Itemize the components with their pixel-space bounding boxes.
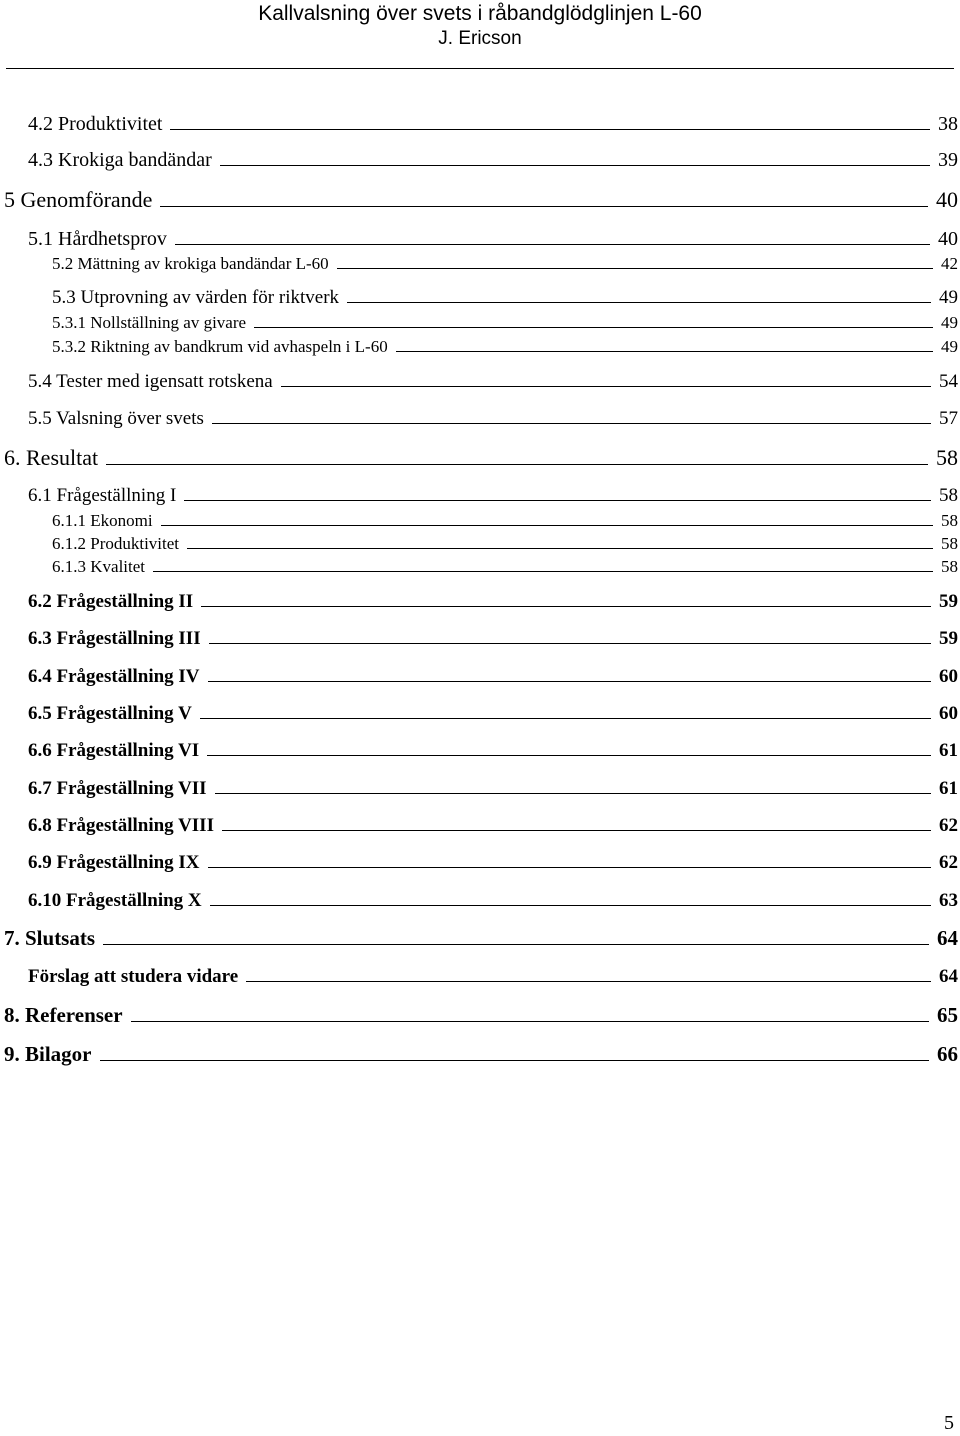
toc-entry[interactable] [52,510,958,531]
toc-entry[interactable] [52,312,958,333]
toc-entry-page: 49 [941,337,958,356]
document-author: J. Ericson [438,28,522,49]
toc-entry[interactable] [28,851,958,874]
toc-entry-title: 6. Resultat [4,445,99,470]
toc-leader-line [161,525,933,526]
toc-entry[interactable] [28,739,958,762]
toc-entry-title: 6.8 Frågeställning VIII [28,815,214,836]
toc-entry-page: 60 [939,703,958,724]
toc-entry-title: 5.1 Hårdhetsprov [28,228,167,250]
toc-entry-page: 60 [939,666,958,687]
toc-entry-title: 9. Bilagor [4,1042,92,1066]
toc-entry-page: 59 [939,591,958,612]
toc-entry[interactable] [28,370,958,393]
toc-entry-page: 63 [939,890,958,911]
page-number: 5 [944,1412,954,1434]
toc-entry-title: 5.2 Mättning av krokiga bandändar L-60 [52,254,329,273]
toc-leader-line [220,165,930,166]
toc-entry[interactable] [28,627,958,650]
document-title: Kallvalsning över svets i råbandglödglinjen L-60 [258,2,702,25]
toc-leader-line [153,571,933,572]
toc-entry-title: 6.2 Frågeställning II [28,591,194,612]
toc-entry-page: 40 [936,187,958,212]
toc-entry-title: Förslag att studera vidare [28,966,239,987]
toc-entry-page: 62 [939,815,958,836]
toc-entry-page: 49 [941,313,958,332]
toc-entry-title: 6.3 Frågeställning III [28,628,201,649]
toc-entry[interactable] [28,814,958,837]
toc-entry[interactable] [4,1003,958,1028]
toc-entry-title: 5.3.2 Riktning av bandkrum vid avhaspeln i L-60 [52,337,388,356]
toc-leader-line [337,268,933,269]
toc-leader-line [184,500,931,501]
toc-entry-page: 38 [938,113,958,135]
toc-entry-title: 6.1 Frågeställning I [28,485,177,506]
toc-entry-page: 59 [939,628,958,649]
toc-entry-title: 6.1.3 Kvalitet [52,557,146,576]
toc-entry-title: 6.6 Frågeställning VI [28,740,200,761]
toc-leader-line [208,681,931,682]
toc-entry[interactable] [28,965,958,988]
toc-entry-title: 4.2 Produktivitet [28,113,163,135]
toc-entry-page: 40 [938,228,958,250]
toc-entry-page: 58 [939,485,958,506]
toc-entry[interactable] [28,407,958,430]
toc-leader-line [131,1021,929,1022]
toc-entry-page: 58 [941,511,958,530]
toc-leader-line [207,755,931,756]
toc-entry[interactable] [52,533,958,554]
toc-entry-title: 5.3 Utprovning av värden för riktverk [52,287,340,308]
toc-leader-line [160,206,928,207]
toc-leader-line [212,423,931,424]
toc-entry-title: 5 Genomförande [4,187,153,212]
toc-entry-page: 64 [937,926,958,950]
toc-entry-page: 57 [939,408,958,429]
toc-entry[interactable] [28,148,958,172]
toc-entry-page: 58 [941,534,958,553]
toc-entry-page: 61 [939,740,958,761]
toc-entry[interactable] [28,112,958,136]
toc-leader-line [200,718,931,719]
toc-entry[interactable] [28,777,958,800]
toc-entry-title: 6.1.2 Produktivitet [52,534,180,553]
toc-leader-line [170,129,930,130]
toc-entry-title: 5.4 Tester med igensatt rotskena [28,371,273,392]
toc-leader-line [100,1060,930,1061]
toc-entry-title: 6.10 Frågeställning X [28,890,202,911]
toc-entry[interactable] [4,926,958,951]
toc-entry[interactable] [28,484,958,507]
toc-entry-page: 58 [941,557,958,576]
toc-entry-title: 7. Slutsats [4,926,96,950]
toc-entry-title: 6.1.1 Ekonomi [52,511,153,530]
toc-entry[interactable] [4,1042,958,1067]
toc-entry[interactable] [52,336,958,357]
toc-leader-line [215,793,931,794]
toc-entry[interactable] [4,445,958,471]
toc-leader-line [246,981,931,982]
toc-entry-page: 39 [938,149,958,171]
toc-entry-title: 6.5 Frågeställning V [28,703,192,724]
toc-entry[interactable] [52,556,958,577]
toc-leader-line [396,351,933,352]
toc-entry-title: 5.3.1 Nollställning av givare [52,313,247,332]
toc-entry-title: 6.4 Frågeställning IV [28,666,200,687]
toc-leader-line [187,548,933,549]
toc-entry-page: 54 [939,371,958,392]
toc-entry[interactable] [28,889,958,912]
toc-leader-line [208,867,931,868]
toc-entry-page: 49 [939,287,958,308]
toc-leader-line [347,302,931,303]
toc-entry-page: 61 [939,778,958,799]
toc-leader-line [210,905,931,906]
toc-leader-line [201,606,931,607]
toc-entry-title: 5.5 Valsning över svets [28,408,204,429]
toc-entry[interactable] [52,286,958,309]
toc-entry[interactable] [28,702,958,725]
toc-leader-line [222,830,931,831]
toc-entry-page: 66 [937,1042,958,1066]
toc-entry-page: 62 [939,852,958,873]
toc-leader-line [106,464,928,465]
toc-entry[interactable] [4,187,958,213]
toc-leader-line [103,944,929,945]
toc-leader-line [209,643,931,644]
toc-entry-title: 8. Referenser [4,1003,123,1027]
toc-entry[interactable] [28,590,958,613]
toc-entry-title: 6.9 Frågeställning IX [28,852,200,873]
toc-entry[interactable] [52,253,958,274]
toc-entry-title: 6.7 Frågeställning VII [28,778,207,799]
toc-entry-page: 65 [937,1003,958,1027]
toc-entry-page: 42 [941,254,958,273]
toc-entry[interactable] [28,227,958,251]
toc-leader-line [254,327,933,328]
toc-entry-page: 58 [936,445,958,470]
toc-leader-line [281,386,931,387]
toc-entry-page: 64 [939,966,958,987]
toc-entry[interactable] [28,665,958,688]
toc-leader-line [175,244,930,245]
toc-entry-title: 4.3 Krokiga bandändar [28,149,212,171]
